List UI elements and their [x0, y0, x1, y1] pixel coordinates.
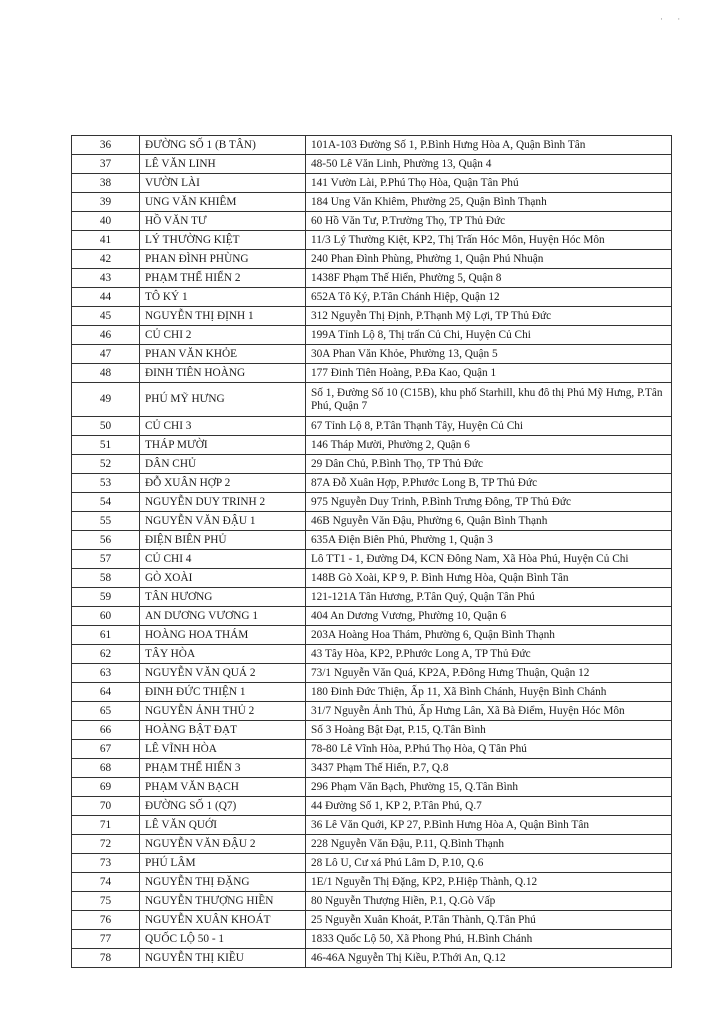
table-row: [72, 136, 672, 155]
table-row: [72, 436, 672, 455]
row-number-cell: 54: [72, 493, 140, 512]
branch-address-cell: 1438F Phạm Thế Hiển, Phường 5, Quận 8: [306, 269, 672, 288]
table-row: [72, 345, 672, 364]
row-number-cell: 65: [72, 702, 140, 721]
branch-address-cell: 78-80 Lê Vĩnh Hòa, P.Phú Thọ Hòa, Q Tân Phú: [306, 740, 672, 759]
branch-name-cell: TÂN HƯƠNG: [140, 588, 306, 607]
branch-name-cell: PHÚ MỸ HƯNG: [140, 383, 306, 417]
branch-address-cell: 28 Lô U, Cư xá Phú Lâm D, P.10, Q.6: [306, 854, 672, 873]
branch-address-cell: 60 Hồ Văn Tư, P.Trường Thọ, TP Thủ Đức: [306, 212, 672, 231]
branch-name-cell: THÁP MƯỜI: [140, 436, 306, 455]
row-number-cell: 55: [72, 512, 140, 531]
table-row: [72, 835, 672, 854]
row-number-cell: 70: [72, 797, 140, 816]
branch-address-cell: 46-46A Nguyễn Thị Kiều, P.Thới An, Q.12: [306, 949, 672, 968]
table-row: [72, 911, 672, 930]
branch-name-cell: NGUYỄN THƯỢNG HIỀN: [140, 892, 306, 911]
row-number-cell: 75: [72, 892, 140, 911]
branch-name-cell: NGUYỄN THỊ ĐẶNG: [140, 873, 306, 892]
branch-address-cell: 975 Nguyễn Duy Trinh, P.Bình Trưng Đông, TP Thủ Đức: [306, 493, 672, 512]
table-row: [72, 455, 672, 474]
row-number-cell: 71: [72, 816, 140, 835]
table-row: [72, 645, 672, 664]
row-number-cell: 78: [72, 949, 140, 968]
branch-address-cell: 121-121A Tân Hương, P.Tân Quý, Quận Tân Phú: [306, 588, 672, 607]
table-row: [72, 664, 672, 683]
branch-address-cell: 180 Đinh Đức Thiện, Ấp 11, Xã Bình Chánh, Huyện Bình Chánh: [306, 683, 672, 702]
row-number-cell: 45: [72, 307, 140, 326]
branch-address-cell: 73/1 Nguyễn Văn Quá, KP2A, P.Đông Hưng Thuận, Quận 12: [306, 664, 672, 683]
table-row: [72, 383, 672, 417]
branch-address-cell: 240 Phan Đình Phùng, Phường 1, Quận Phú Nhuận: [306, 250, 672, 269]
table-row: [72, 550, 672, 569]
branch-name-cell: DÂN CHỦ: [140, 455, 306, 474]
branch-address-cell: 3437 Phạm Thế Hiển, P.7, Q.8: [306, 759, 672, 778]
branch-name-cell: PHẠM THẾ HIỂN 2: [140, 269, 306, 288]
row-number-cell: 58: [72, 569, 140, 588]
row-number-cell: 66: [72, 721, 140, 740]
branch-address-cell: Lô TT1 - 1, Đường D4, KCN Đông Nam, Xã Hòa Phú, Huyện Củ Chi: [306, 550, 672, 569]
table-row: [72, 250, 672, 269]
table-row: [72, 702, 672, 721]
branch-name-cell: TÂY HÒA: [140, 645, 306, 664]
row-number-cell: 60: [72, 607, 140, 626]
table-row: [72, 626, 672, 645]
row-number-cell: 72: [72, 835, 140, 854]
table-row: [72, 949, 672, 968]
row-number-cell: 43: [72, 269, 140, 288]
branch-name-cell: ĐƯỜNG SỐ 1 (Q7): [140, 797, 306, 816]
branch-name-cell: PHẠM THẾ HIỂN 3: [140, 759, 306, 778]
branch-name-cell: VƯỜN LÀI: [140, 174, 306, 193]
table-row: [72, 854, 672, 873]
branch-address-cell: 146 Tháp Mười, Phường 2, Quận 6: [306, 436, 672, 455]
row-number-cell: 67: [72, 740, 140, 759]
table-row: [72, 174, 672, 193]
branch-address-cell: Số 3 Hoàng Bật Đạt, P.15, Q.Tân Bình: [306, 721, 672, 740]
table-row: [72, 683, 672, 702]
table-row: [72, 364, 672, 383]
page-corner-mark: · ·: [660, 14, 687, 24]
branch-name-cell: PHẠM VĂN BẠCH: [140, 778, 306, 797]
branch-name-cell: LÝ THƯỜNG KIỆT: [140, 231, 306, 250]
row-number-cell: 74: [72, 873, 140, 892]
branch-address-cell: 635A Điện Biên Phủ, Phường 1, Quận 3: [306, 531, 672, 550]
row-number-cell: 52: [72, 455, 140, 474]
branch-address-cell: 199A Tỉnh Lộ 8, Thị trấn Củ Chi, Huyện Củ Chi: [306, 326, 672, 345]
branch-address-cell: 67 Tỉnh Lộ 8, P.Tân Thạnh Tây, Huyện Củ Chi: [306, 417, 672, 436]
row-number-cell: 44: [72, 288, 140, 307]
table-row: [72, 740, 672, 759]
row-number-cell: 59: [72, 588, 140, 607]
branch-name-cell: QUỐC LỘ 50 - 1: [140, 930, 306, 949]
branch-name-cell: ĐƯỜNG SỐ 1 (B TÂN): [140, 136, 306, 155]
table-row: [72, 155, 672, 174]
branch-name-cell: ĐỖ XUÂN HỢP 2: [140, 474, 306, 493]
branch-name-cell: ĐINH TIÊN HOÀNG: [140, 364, 306, 383]
branch-address-cell: 652A Tô Ký, P.Tân Chánh Hiệp, Quận 12: [306, 288, 672, 307]
table-row: [72, 721, 672, 740]
table-row: [72, 269, 672, 288]
row-number-cell: 41: [72, 231, 140, 250]
branch-address-cell: 36 Lê Văn Quới, KP 27, P.Bình Hưng Hòa A, Quận Bình Tân: [306, 816, 672, 835]
branch-address-cell: 404 An Dương Vương, Phường 10, Quận 6: [306, 607, 672, 626]
row-number-cell: 57: [72, 550, 140, 569]
branch-address-cell: 25 Nguyễn Xuân Khoát, P.Tân Thành, Q.Tân Phú: [306, 911, 672, 930]
branch-name-cell: CỦ CHI 3: [140, 417, 306, 436]
row-number-cell: 56: [72, 531, 140, 550]
row-number-cell: 39: [72, 193, 140, 212]
branch-name-cell: NGUYỄN ẢNH THỦ 2: [140, 702, 306, 721]
row-number-cell: 49: [72, 383, 140, 417]
branch-name-cell: UNG VĂN KHIÊM: [140, 193, 306, 212]
branch-address-table: [71, 135, 672, 968]
branch-name-cell: TÔ KÝ 1: [140, 288, 306, 307]
table-row: [72, 531, 672, 550]
table-row: [72, 607, 672, 626]
table-row: [72, 569, 672, 588]
branch-name-cell: PHÚ LÂM: [140, 854, 306, 873]
table-row: [72, 231, 672, 250]
branch-name-cell: PHAN VĂN KHỎE: [140, 345, 306, 364]
row-number-cell: 77: [72, 930, 140, 949]
row-number-cell: 63: [72, 664, 140, 683]
row-number-cell: 42: [72, 250, 140, 269]
table-row: [72, 759, 672, 778]
branch-name-cell: NGUYỄN THỊ KIỀU: [140, 949, 306, 968]
row-number-cell: 48: [72, 364, 140, 383]
table-row: [72, 778, 672, 797]
row-number-cell: 46: [72, 326, 140, 345]
branch-name-cell: NGUYỄN XUÂN KHOÁT: [140, 911, 306, 930]
branch-address-cell: 31/7 Nguyễn Ảnh Thủ, Ấp Hưng Lân, Xã Bà Điểm, Huyện Hóc Môn: [306, 702, 672, 721]
row-number-cell: 64: [72, 683, 140, 702]
branch-address-cell: 11/3 Lý Thường Kiệt, KP2, Thị Trấn Hóc Môn, Huyện Hóc Môn: [306, 231, 672, 250]
table-row: [72, 288, 672, 307]
branch-address-cell: 43 Tây Hòa, KP2, P.Phước Long A, TP Thủ Đức: [306, 645, 672, 664]
branch-name-cell: PHAN ĐÌNH PHÙNG: [140, 250, 306, 269]
row-number-cell: 76: [72, 911, 140, 930]
table-row: [72, 307, 672, 326]
row-number-cell: 61: [72, 626, 140, 645]
row-number-cell: 36: [72, 136, 140, 155]
branch-address-cell: 80 Nguyễn Thượng Hiền, P.1, Q.Gò Vấp: [306, 892, 672, 911]
branch-address-cell: 177 Đinh Tiên Hoàng, P.Đa Kao, Quận 1: [306, 364, 672, 383]
table-row: [72, 212, 672, 231]
table-row: [72, 873, 672, 892]
row-number-cell: 62: [72, 645, 140, 664]
table-row: [72, 474, 672, 493]
row-number-cell: 50: [72, 417, 140, 436]
table-row: [72, 797, 672, 816]
branch-address-cell: 29 Dân Chủ, P.Bình Thọ, TP Thủ Đức: [306, 455, 672, 474]
row-number-cell: 69: [72, 778, 140, 797]
branch-name-cell: LÊ VĂN LINH: [140, 155, 306, 174]
branch-name-cell: ĐINH ĐỨC THIỆN 1: [140, 683, 306, 702]
branch-address-cell: 228 Nguyễn Văn Đậu, P.11, Q.Bình Thạnh: [306, 835, 672, 854]
branch-name-cell: LÊ VĂN QUỚI: [140, 816, 306, 835]
branch-name-cell: NGUYỄN VĂN ĐẬU 1: [140, 512, 306, 531]
branch-name-cell: LÊ VĨNH HÒA: [140, 740, 306, 759]
table-row: [72, 930, 672, 949]
branch-address-cell: 1E/1 Nguyễn Thị Đặng, KP2, P.Hiệp Thành, Q.12: [306, 873, 672, 892]
branch-address-cell: 48-50 Lê Văn Linh, Phường 13, Quận 4: [306, 155, 672, 174]
branch-address-cell: 184 Ung Văn Khiêm, Phường 25, Quận Bình Thạnh: [306, 193, 672, 212]
table-row: [72, 588, 672, 607]
table-row: [72, 193, 672, 212]
table-row: [72, 816, 672, 835]
row-number-cell: 73: [72, 854, 140, 873]
branch-name-cell: CỦ CHI 2: [140, 326, 306, 345]
branch-address-cell: 141 Vườn Lài, P.Phú Thọ Hòa, Quận Tân Phú: [306, 174, 672, 193]
table-row: [72, 326, 672, 345]
branch-name-cell: NGUYỄN DUY TRINH 2: [140, 493, 306, 512]
branch-name-cell: HOÀNG BẬT ĐẠT: [140, 721, 306, 740]
table-body: [72, 136, 672, 968]
branch-address-cell: 87A Đỗ Xuân Hợp, P.Phước Long B, TP Thủ Đức: [306, 474, 672, 493]
branch-address-cell: 1833 Quốc Lộ 50, Xã Phong Phú, H.Bình Chánh: [306, 930, 672, 949]
branch-address-cell: Số 1, Đường Số 10 (C15B), khu phố Starhill, khu đô thị Phú Mỹ Hưng, P.Tân Phú, Quận 7: [306, 383, 672, 417]
branch-name-cell: CỦ CHI 4: [140, 550, 306, 569]
table-row: [72, 892, 672, 911]
branch-name-cell: AN DƯƠNG VƯƠNG 1: [140, 607, 306, 626]
row-number-cell: 38: [72, 174, 140, 193]
branch-name-cell: ĐIỆN BIÊN PHỦ: [140, 531, 306, 550]
row-number-cell: 40: [72, 212, 140, 231]
branch-address-cell: 44 Đường Số 1, KP 2, P.Tân Phú, Q.7: [306, 797, 672, 816]
branch-name-cell: NGUYỄN VĂN ĐẬU 2: [140, 835, 306, 854]
branch-address-cell: 296 Phạm Văn Bạch, Phường 15, Q.Tân Bình: [306, 778, 672, 797]
branch-address-cell: 46B Nguyễn Văn Đậu, Phường 6, Quận Bình Thạnh: [306, 512, 672, 531]
row-number-cell: 47: [72, 345, 140, 364]
row-number-cell: 68: [72, 759, 140, 778]
table-row: [72, 512, 672, 531]
table-row: [72, 417, 672, 436]
row-number-cell: 53: [72, 474, 140, 493]
branch-address-cell: 30A Phan Văn Khỏe, Phường 13, Quận 5: [306, 345, 672, 364]
table-row: [72, 493, 672, 512]
branch-name-cell: NGUYỄN VĂN QUÁ 2: [140, 664, 306, 683]
branch-address-cell: 148B Gò Xoài, KP 9, P. Bình Hưng Hòa, Quận Bình Tân: [306, 569, 672, 588]
branch-name-cell: HOÀNG HOA THÁM: [140, 626, 306, 645]
row-number-cell: 51: [72, 436, 140, 455]
branch-name-cell: HỒ VĂN TƯ: [140, 212, 306, 231]
branch-address-cell: 203A Hoàng Hoa Thám, Phường 6, Quận Bình Thạnh: [306, 626, 672, 645]
branch-name-cell: GÒ XOÀI: [140, 569, 306, 588]
row-number-cell: 37: [72, 155, 140, 174]
branch-address-cell: 101A-103 Đường Số 1, P.Bình Hưng Hòa A, Quận Bình Tân: [306, 136, 672, 155]
branch-name-cell: NGUYỄN THỊ ĐỊNH 1: [140, 307, 306, 326]
branch-address-cell: 312 Nguyễn Thị Định, P.Thạnh Mỹ Lợi, TP Thủ Đức: [306, 307, 672, 326]
